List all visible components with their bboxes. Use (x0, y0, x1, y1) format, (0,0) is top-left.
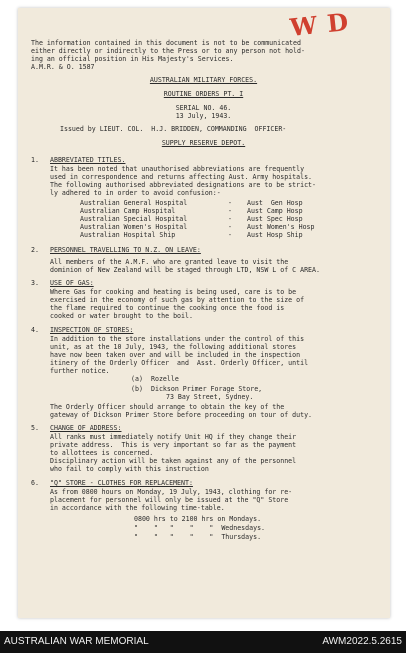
confidentiality-notice-line: either directly or indirectly to the Press or to any person not hold- (31, 47, 305, 55)
section-text-line: In addition to the store installations under the control of this (50, 335, 305, 343)
section-text-line: the flame required to continue the cooking once the food is (50, 304, 285, 312)
section-text-line: who fail to comply with this instruction (50, 465, 209, 473)
hospital-full-name: Australian Special Hospital (80, 215, 188, 223)
section-title: ABBREVIATED TITLES. (50, 156, 126, 164)
document-title: ROUTINE ORDERS PT. I (163, 90, 244, 98)
hospital-abbreviation: Aust Gen Hosp (247, 199, 303, 207)
hospital-abbreviation: Aust Spec Hosp (247, 215, 303, 223)
section-title: USE OF GAS: (50, 279, 94, 287)
hospital-full-name: Australian General Hospital (80, 199, 188, 207)
red-stamp-initials: W D (288, 6, 351, 43)
issued-by-line: Issued by LIEUT. COL. H.J. BRIDDEN, COMMANDING OFFICER- (60, 125, 287, 133)
section-text-line: ly adhered to in order to avoid confusion:- (50, 189, 221, 197)
dash-separator: - (228, 223, 232, 231)
section-number: 3. (31, 279, 39, 287)
hospital-full-name: Australian Hospital Ship (80, 231, 176, 239)
section-text-line: cooked or water brought to the boil. (50, 312, 193, 320)
section-text-line: in accordance with the following time-table. (50, 504, 225, 512)
dash-separator: - (228, 207, 232, 215)
section-text-line: gateway of Dickson Primer Store before proceeding on tour of duty. (50, 411, 313, 419)
list-item-text: 73 Bay Street, Sydney. (166, 393, 254, 401)
hospital-full-name: Australian Camp Hospital (80, 207, 176, 215)
list-item-label: (a) (131, 375, 143, 383)
section-text-line: unit, as at the 10 July, 1943, the following additional stores (50, 343, 297, 351)
timetable-line: 0800 hrs to 2100 hrs on Mondays. (134, 515, 262, 523)
section-text-line: have now been taken over and will be included in the inspection (50, 351, 301, 359)
section-number: 4. (31, 326, 39, 334)
timetable-line: " " " " " Wednesdays. (134, 524, 266, 532)
section-text-line: placement for personnel will only be issued at the "Q" Store (50, 496, 289, 504)
timetable-line: " " " " " Thursdays. (134, 533, 262, 541)
list-item-label: (b) (131, 385, 143, 393)
section-title: PERSONNEL TRAVELLING TO N.Z. ON LEAVE: (50, 246, 201, 254)
section-text-line: All members of the A.M.F. who are granted leave to visit the (50, 258, 289, 266)
section-text-line: It has been noted that unauthorised abbreviations are frequently (50, 165, 305, 173)
section-text-line: used in correspondence and returns affecting Aust. Army hospitals. (50, 173, 313, 181)
section-text-line: itinery of the Orderly Officer and Asst. Orderly Officer, until (50, 359, 309, 367)
section-text-line: The following authorised abbreviated designations are to be strict- (50, 181, 316, 189)
section-text-line: exercised in the economy of such gas by attention to the size of (50, 296, 305, 304)
serial-number: SERIAL NO. 46. (175, 104, 232, 112)
archive-reference: AWM2022.5.2615 (322, 636, 402, 647)
dash-separator: - (228, 215, 232, 223)
organisation-heading: AUSTRALIAN MILITARY FORCES. (149, 76, 258, 84)
section-text-line: As from 0800 hours on Monday, 19 July, 1943, clothing for re- (50, 488, 293, 496)
list-item-text: Rozelle (151, 375, 179, 383)
hospital-abbreviation: Aust Hosp Ship (247, 231, 303, 239)
list-item-text: Dickson Primer Forage Store, (151, 385, 263, 393)
section-text-line: Disciplinary action will be taken against any of the personnel (50, 457, 297, 465)
section-number: 6. (31, 479, 39, 487)
section-title: "Q" STORE - CLOTHES FOR REPLACEMENT: (50, 479, 193, 487)
depot-name: SUPPLY RESERVE DEPOT. (161, 139, 246, 147)
section-number: 2. (31, 246, 39, 254)
section-text-line: The Orderly Officer should arrange to obtain the key of the (50, 403, 285, 411)
hospital-abbreviation: Aust Camp Hosp (247, 207, 303, 215)
order-date: 13 July, 1943. (175, 112, 232, 120)
section-title: CHANGE OF ADDRESS: (50, 424, 122, 432)
confidentiality-notice-line: ing an official position in His Majesty's Services. (31, 55, 234, 63)
section-text-line: Where Gas for cooking and heating is being used, care is to be (50, 288, 297, 296)
section-number: 1. (31, 156, 39, 164)
section-text-line: All ranks must immediately notify Unit HQ if they change their (50, 433, 297, 441)
section-text-line: private address. This is very important so far as the payment (50, 441, 297, 449)
section-text-line: further notice. (50, 367, 110, 375)
section-number: 5. (31, 424, 39, 432)
confidentiality-notice-line: The information contained in this document is not to be communicated (31, 39, 301, 47)
dash-separator: - (228, 199, 232, 207)
regulation-reference: A.M.R. & O. 1587 (31, 63, 95, 71)
hospital-full-name: Australian Women's Hospital (80, 223, 188, 231)
section-text-line: dominion of New Zealand will be staged through LTD, NSW L of C AREA. (50, 266, 320, 274)
hospital-abbreviation: Aust Women's Hosp (247, 223, 315, 231)
section-text-line: to allottees is concerned. (50, 449, 154, 457)
section-title: INSPECTION OF STORES: (50, 326, 134, 334)
archive-name: AUSTRALIAN WAR MEMORIAL (4, 636, 149, 647)
dash-separator: - (228, 231, 232, 239)
